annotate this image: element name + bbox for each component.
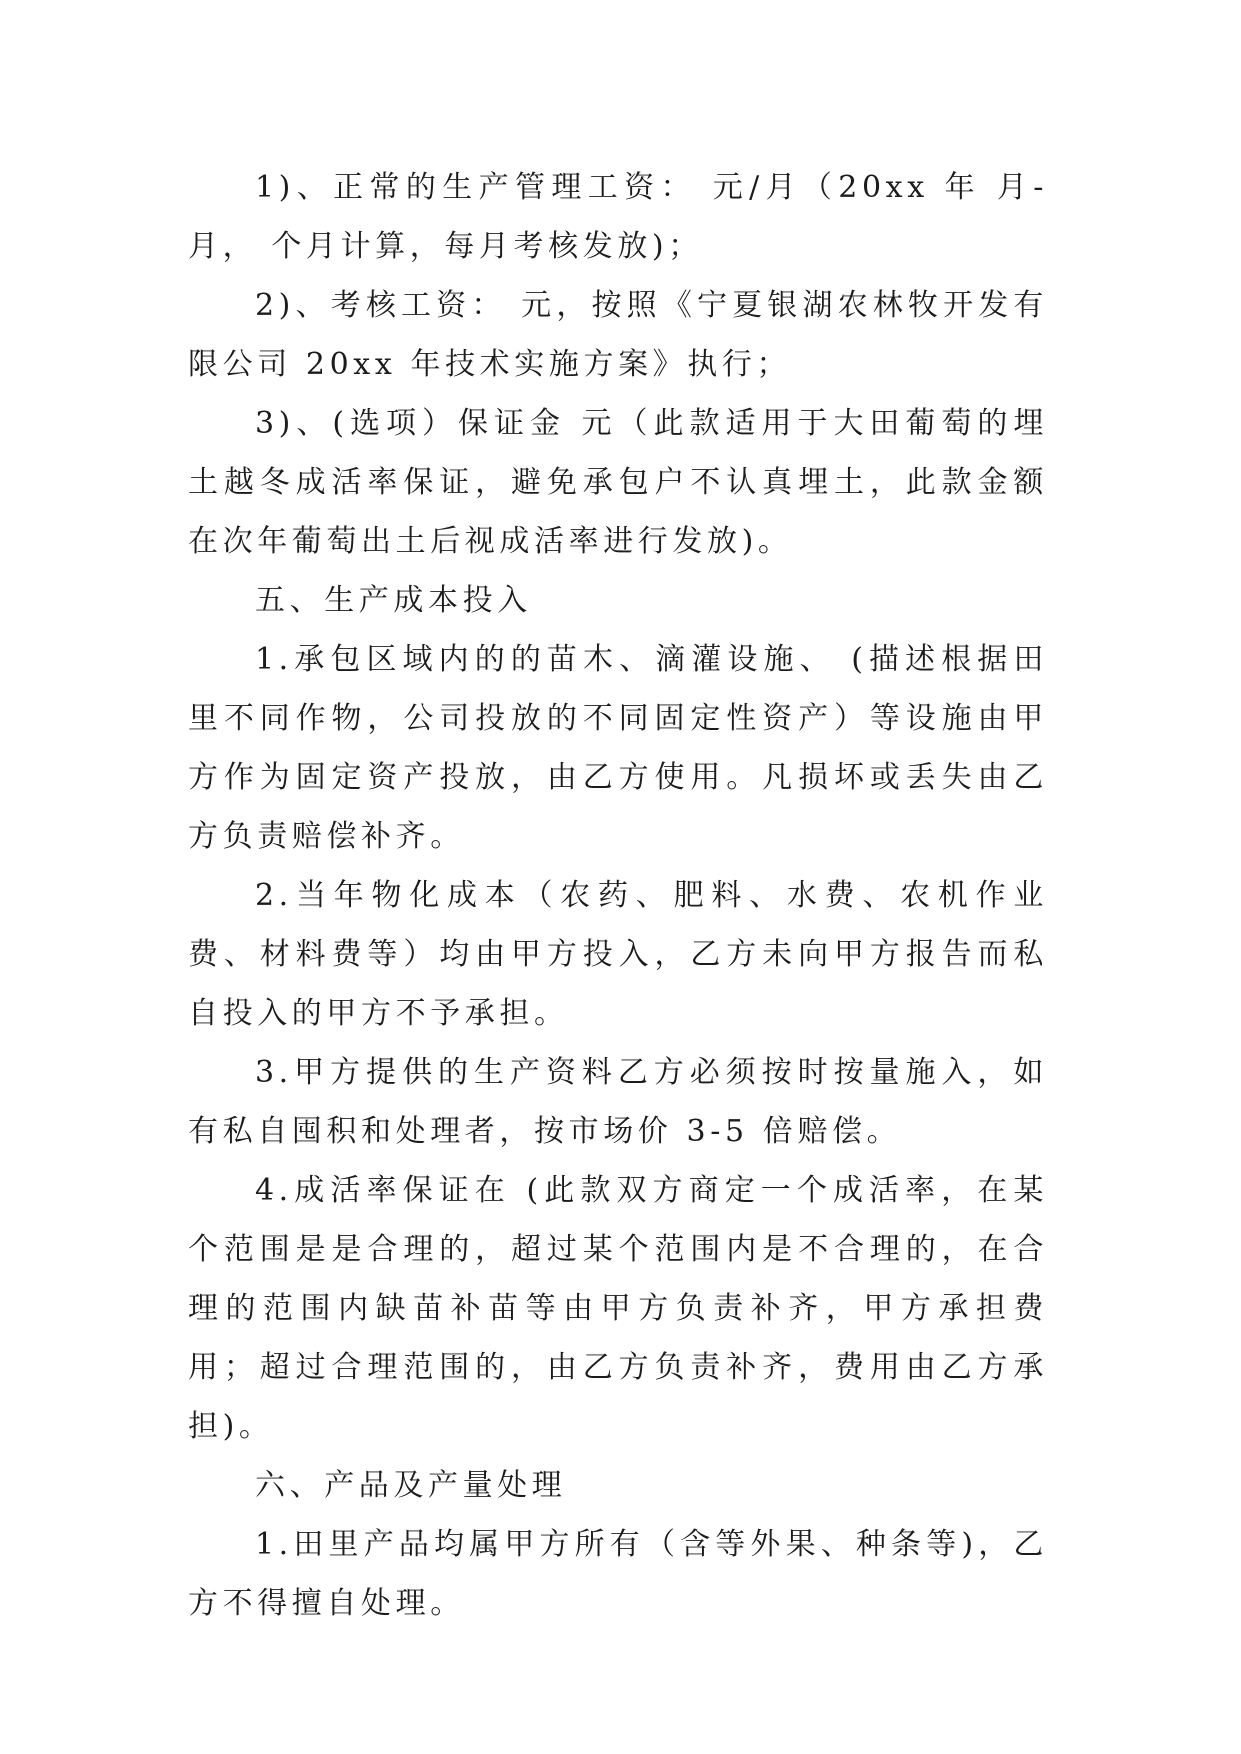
paragraph-cost-item-1: 1.承包区域内的的苗木、滴灌设施、 (描述根据田里不同作物，公司投放的不同固定性资产）等设施由甲方作为固定资产投放，由乙方使用。凡损坏或丢失由乙方负责赔偿补齐。	[188, 642, 1048, 854]
section-heading-product-output: 六、产品及产量处理	[255, 1468, 567, 1503]
section-heading-production-cost: 五、生产成本投入	[255, 583, 532, 618]
paragraph-cost-item-3: 3.甲方提供的生产资料乙方必须按时按量施入，如有私自囤积和处理者，按市场价 3-5 倍赔偿。	[188, 1055, 1048, 1149]
paragraph-cost-item-4: 4.成活率保证在 (此款双方商定一个成活率，在某个范围是是合理的，超过某个范围内是不合理的，在合理的范围内缺苗补苗等由甲方负责补齐，甲方承担费用；超过合理范围的，由乙方负责补齐，费用由乙方承担)。	[188, 1173, 1048, 1444]
paragraph-wage-assessment: 2)、考核工资： 元，按照《宁夏银湖农林牧开发有限公司 20xx 年技术实施方案》执行；	[188, 288, 1048, 382]
paragraph-cost-item-2: 2.当年物化成本（农药、肥料、水费、农机作业费、材料费等）均由甲方投入，乙方未向甲方报告而私自投入的甲方不予承担。	[188, 878, 1048, 1031]
paragraph-deposit: 3)、(选项）保证金 元（此款适用于大田葡萄的埋土越冬成活率保证，避免承包户不认真埋土，此款金额在次年葡萄出土后视成活率进行发放)。	[188, 406, 1048, 559]
paragraph-wage-normal: 1)、正常的生产管理工资： 元/月（20xx 年 月- 月， 个月计算，每月考核发放)；	[188, 170, 1048, 264]
paragraph-product-item-1: 1.田里产品均属甲方所有（含等外果、种条等)，乙方不得擅自处理。	[188, 1527, 1048, 1621]
document-body	[188, 158, 1048, 1633]
